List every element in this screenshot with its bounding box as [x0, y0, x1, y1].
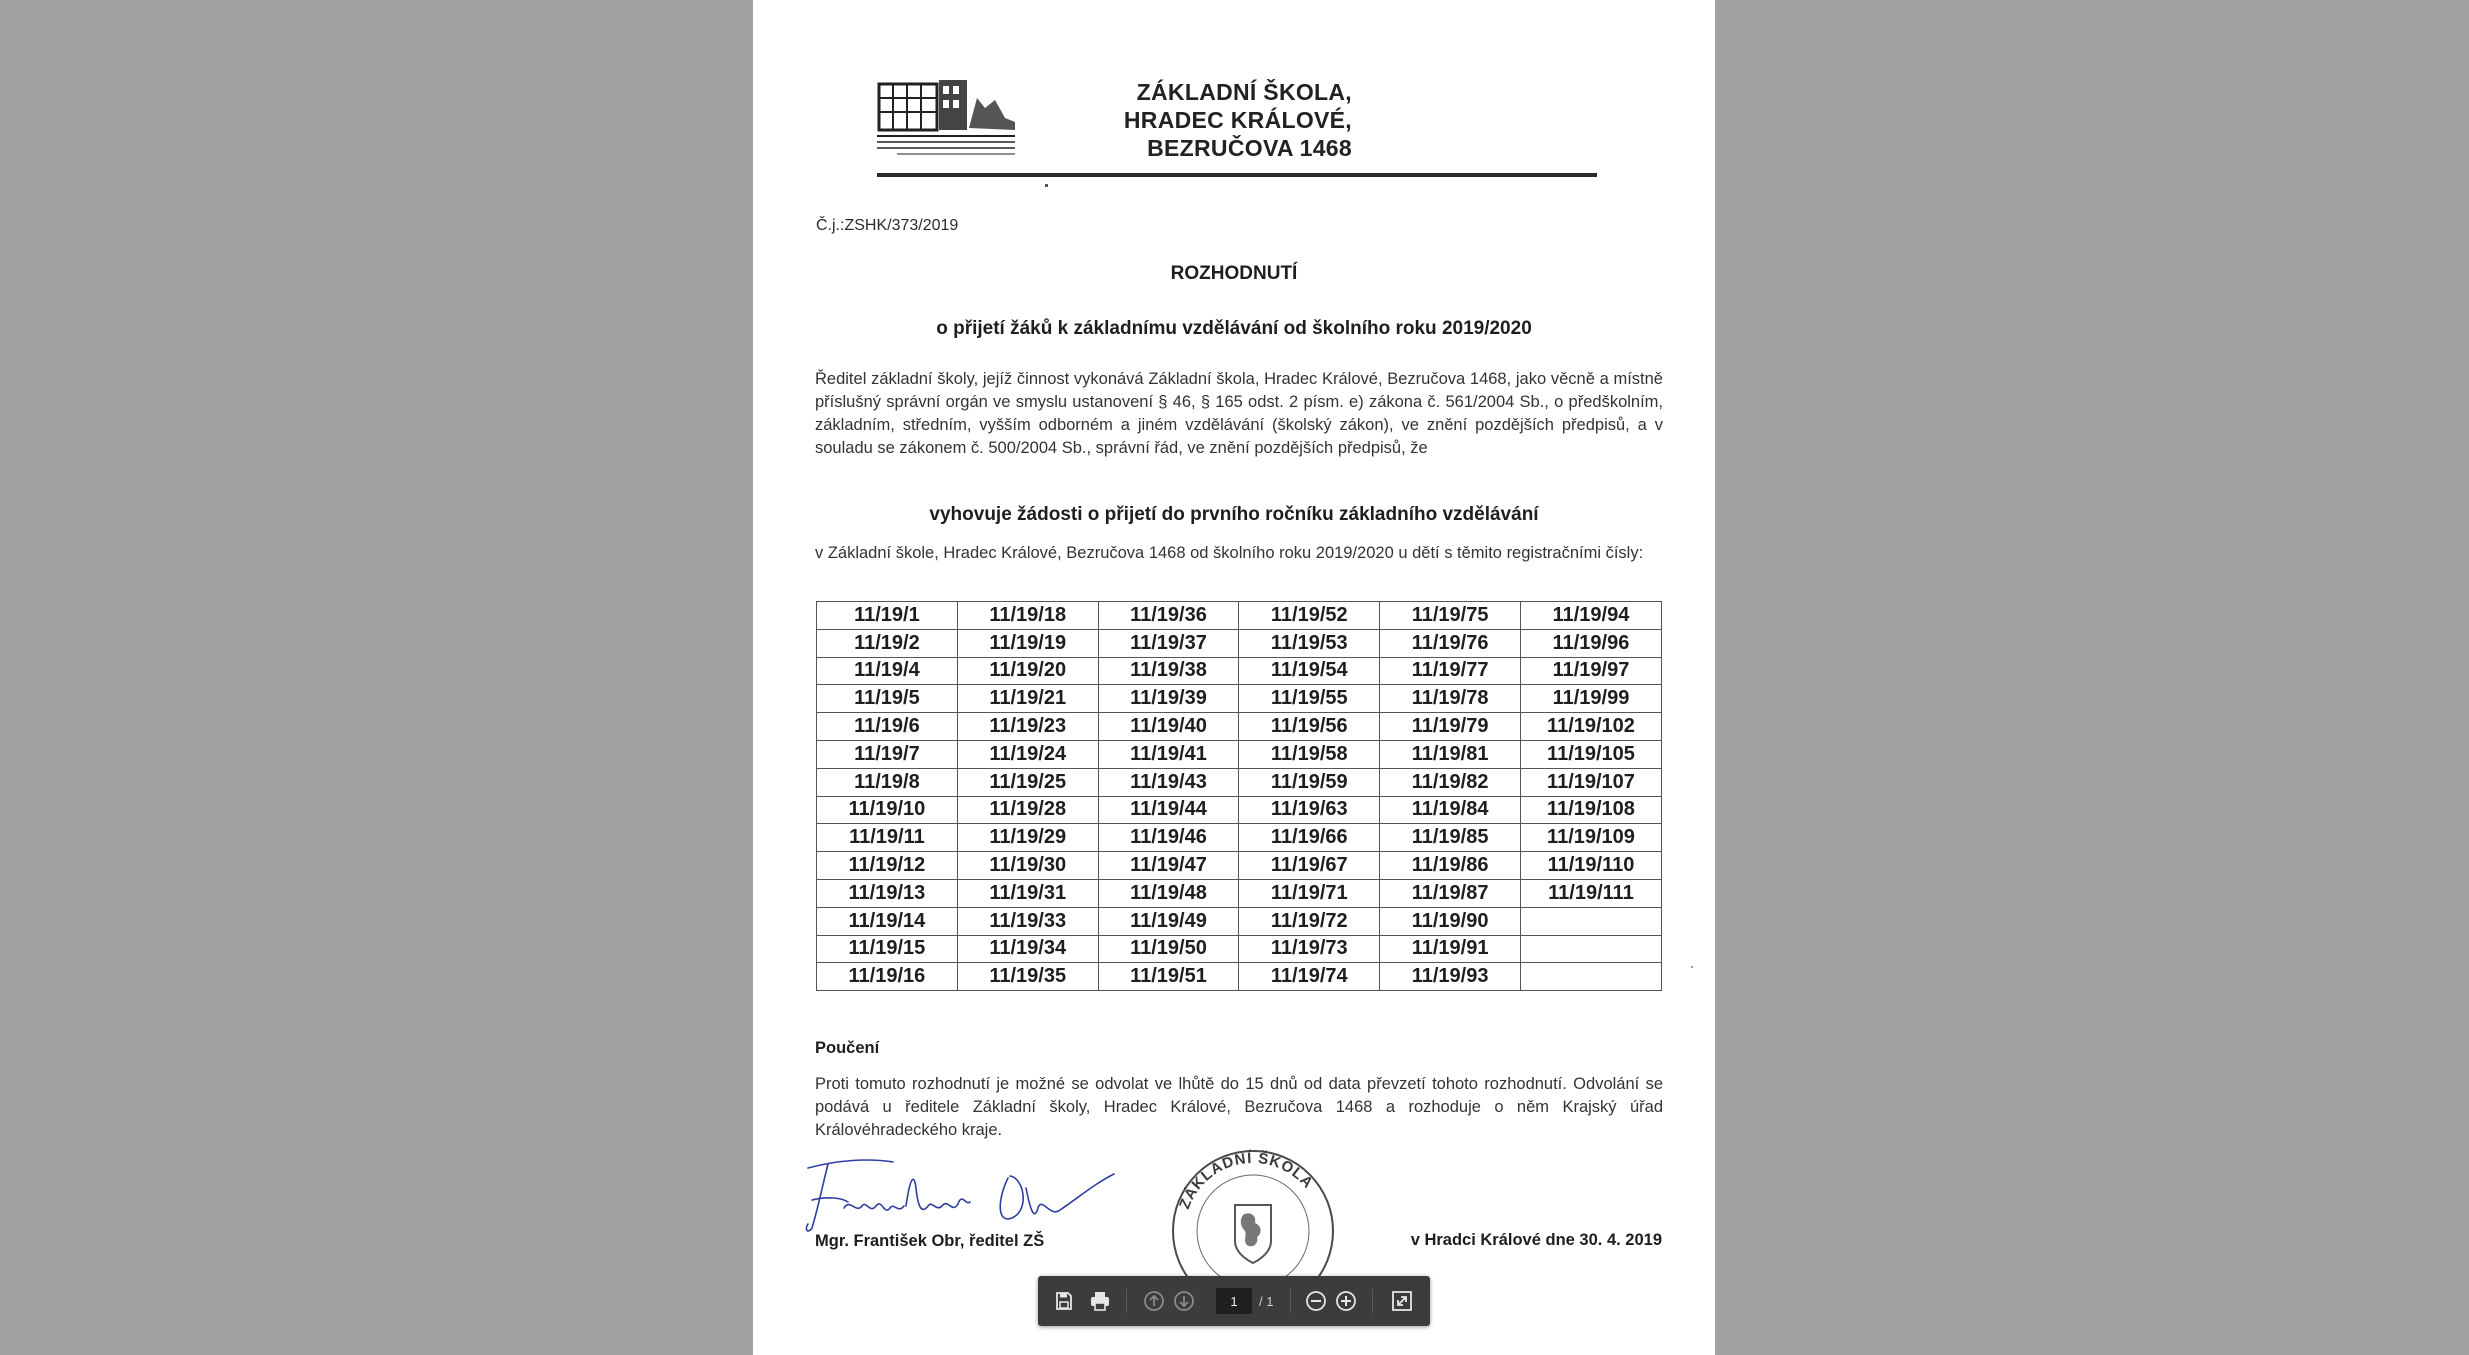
registration-cell: 11/19/49 — [1098, 907, 1239, 935]
registration-cell: 11/19/44 — [1098, 796, 1239, 824]
registration-cell: 11/19/4 — [817, 657, 958, 685]
registration-cell: 11/19/86 — [1380, 852, 1521, 880]
registration-cell: 11/19/82 — [1380, 768, 1521, 796]
registration-cell: 11/19/10 — [817, 796, 958, 824]
registration-cell: 11/19/23 — [957, 713, 1098, 741]
table-row — [817, 907, 1662, 935]
table-row — [817, 935, 1662, 963]
reference-number: Č.j.:ZSHK/373/2019 — [816, 217, 959, 234]
registration-cell: 11/19/81 — [1380, 740, 1521, 768]
registration-cell: 11/19/55 — [1239, 685, 1380, 713]
table-row — [817, 768, 1662, 796]
table-row — [817, 879, 1662, 907]
zoom-in-icon[interactable] — [1334, 1289, 1358, 1313]
registration-cell: 11/19/79 — [1380, 713, 1521, 741]
svg-text:ZÁKLADNÍ ŠKOLA: ZÁKLADNÍ ŠKOLA — [1176, 1149, 1317, 1212]
fit-page-icon[interactable] — [1390, 1289, 1414, 1313]
registration-cell — [1520, 935, 1661, 963]
table-row — [817, 629, 1662, 657]
registration-cell: 11/19/19 — [957, 629, 1098, 657]
registration-cell: 11/19/35 — [957, 963, 1098, 991]
registration-cell: 11/19/77 — [1380, 657, 1521, 685]
registration-cell: 11/19/105 — [1520, 740, 1661, 768]
registration-cell: 11/19/99 — [1520, 685, 1661, 713]
table-row — [817, 963, 1662, 991]
registration-cell: 11/19/40 — [1098, 713, 1239, 741]
registration-cell — [1520, 963, 1661, 991]
registration-cell: 11/19/87 — [1380, 879, 1521, 907]
document-subtitle: o přijetí žáků k základnímu vzdělávání od školního roku 2019/2020 — [936, 318, 1532, 339]
table-row — [817, 713, 1662, 741]
registration-cell: 11/19/93 — [1380, 963, 1521, 991]
table-row — [817, 685, 1662, 713]
registration-cell: 11/19/2 — [817, 629, 958, 657]
registration-cell: 11/19/97 — [1520, 657, 1661, 685]
registration-cell: 11/19/71 — [1239, 879, 1380, 907]
school-name-line: BEZRUČOVA 1468 — [1147, 135, 1352, 161]
letterhead — [877, 78, 1352, 168]
registration-cell: 11/19/36 — [1098, 602, 1239, 630]
instruction-paragraph: Proti tomuto rozhodnutí je možné se odvolat ve lhůtě do 15 dnů od data převzetí tohoto rozhodnutí. Odvolání se podává u ředitele Základní školy, Hradec Králové, Bezručova 1468 a rozhoduje o něm Krajský úřad Královéhradeckého kraje. — [815, 1075, 1663, 1139]
previous-page-icon[interactable] — [1142, 1289, 1166, 1313]
registration-cell: 11/19/31 — [957, 879, 1098, 907]
school-name-line: ZÁKLADNÍ ŠKOLA, — [1136, 79, 1352, 105]
registration-cell: 11/19/72 — [1239, 907, 1380, 935]
registration-cell: 11/19/74 — [1239, 963, 1380, 991]
registration-cell: 11/19/109 — [1520, 824, 1661, 852]
registration-cell: 11/19/15 — [817, 935, 958, 963]
handwritten-signature — [798, 1148, 1128, 1238]
page-number-input[interactable] — [1216, 1288, 1252, 1314]
registration-cell: 11/19/58 — [1239, 740, 1380, 768]
registration-cell: 11/19/12 — [817, 852, 958, 880]
letterhead-divider — [877, 173, 1597, 177]
registration-cell: 11/19/13 — [817, 879, 958, 907]
registration-cell: 11/19/30 — [957, 852, 1098, 880]
registration-cell: 11/19/7 — [817, 740, 958, 768]
registration-cell: 11/19/108 — [1520, 796, 1661, 824]
registration-cell: 11/19/107 — [1520, 768, 1661, 796]
table-row — [817, 824, 1662, 852]
registration-cell: 11/19/20 — [957, 657, 1098, 685]
registration-cell: 11/19/47 — [1098, 852, 1239, 880]
registration-table — [816, 601, 1662, 991]
registration-cell: 11/19/91 — [1380, 935, 1521, 963]
registration-cell: 11/19/1 — [817, 602, 958, 630]
registration-cell: 11/19/16 — [817, 963, 958, 991]
registration-cell: 11/19/76 — [1380, 629, 1521, 657]
registration-cell: 11/19/43 — [1098, 768, 1239, 796]
save-icon[interactable] — [1052, 1289, 1076, 1313]
document-title: ROZHODNUTÍ — [1170, 263, 1298, 284]
registration-cell: 11/19/46 — [1098, 824, 1239, 852]
school-name-line: HRADEC KRÁLOVÉ, — [1123, 107, 1352, 133]
registration-cell: 11/19/50 — [1098, 935, 1239, 963]
registration-cell: 11/19/110 — [1520, 852, 1661, 880]
instruction-title: Poučení — [815, 1039, 880, 1057]
registration-cell: 11/19/85 — [1380, 824, 1521, 852]
registration-cell: 11/19/51 — [1098, 963, 1239, 991]
registration-cell: 11/19/66 — [1239, 824, 1380, 852]
table-row — [817, 796, 1662, 824]
registration-cell: 11/19/18 — [957, 602, 1098, 630]
toolbar-separator — [1126, 1289, 1127, 1313]
table-row — [817, 602, 1662, 630]
place-and-date: v Hradci Králové dne 30. 4. 2019 — [1410, 1231, 1662, 1249]
document-page — [753, 0, 1715, 1355]
signer-name: Mgr. František Obr, ředitel ZŠ — [815, 1232, 1045, 1250]
registration-cell: 11/19/90 — [1380, 907, 1521, 935]
registration-cell: 11/19/67 — [1239, 852, 1380, 880]
toolbar-separator — [1372, 1289, 1373, 1313]
registration-cell — [1520, 907, 1661, 935]
registration-cell: 11/19/54 — [1239, 657, 1380, 685]
scan-speck — [1691, 966, 1693, 968]
registration-cell: 11/19/94 — [1520, 602, 1661, 630]
registration-cell: 11/19/48 — [1098, 879, 1239, 907]
registration-cell: 11/19/21 — [957, 685, 1098, 713]
zoom-out-icon[interactable] — [1304, 1289, 1328, 1313]
decision-paragraph: v Základní škole, Hradec Králové, Bezručova 1468 od školního roku 2019/2020 u dětí s těmito registračními čísly: — [815, 544, 1644, 562]
school-building-logo — [877, 78, 1017, 160]
registration-cell: 11/19/37 — [1098, 629, 1239, 657]
registration-cell: 11/19/63 — [1239, 796, 1380, 824]
registration-cell: 11/19/39 — [1098, 685, 1239, 713]
registration-cell: 11/19/14 — [817, 907, 958, 935]
registration-cell: 11/19/29 — [957, 824, 1098, 852]
registration-cell: 11/19/73 — [1239, 935, 1380, 963]
school-name — [1124, 78, 1352, 162]
registration-cell: 11/19/56 — [1239, 713, 1380, 741]
pdf-viewer-toolbar — [1038, 1276, 1430, 1326]
registration-cell: 11/19/28 — [957, 796, 1098, 824]
registration-cell: 11/19/78 — [1380, 685, 1521, 713]
registration-cell: 11/19/5 — [817, 685, 958, 713]
intro-paragraph: Ředitel základní školy, jejíž činnost vykonává Základní škola, Hradec Králové, Bezručova 1468, jako věcně a místně příslušný správní orgán ve smyslu ustanovení § 46, § 165 odst. 2 písm. e) zákona č. 561/2004 Sb., o předškolním, základním, středním, vyšším odborném a jiném vzdělávání (školský zákon), ve znění pozdějších předpisů, a v souladu se zákonem č. 500/2004 Sb., správní řád, ve znění pozdějších předpisů, že — [815, 370, 1663, 457]
registration-cell: 11/19/11 — [817, 824, 958, 852]
registration-cell: 11/19/111 — [1520, 879, 1661, 907]
registration-cell: 11/19/41 — [1098, 740, 1239, 768]
registration-cell: 11/19/102 — [1520, 713, 1661, 741]
registration-cell: 11/19/38 — [1098, 657, 1239, 685]
school-stamp — [1163, 1145, 1343, 1295]
table-row — [817, 740, 1662, 768]
registration-cell: 11/19/84 — [1380, 796, 1521, 824]
page-total: / 1 — [1259, 1294, 1274, 1309]
registration-cell: 11/19/33 — [957, 907, 1098, 935]
registration-cell: 11/19/34 — [957, 935, 1098, 963]
registration-cell: 11/19/25 — [957, 768, 1098, 796]
table-row — [817, 657, 1662, 685]
registration-cell: 11/19/52 — [1239, 602, 1380, 630]
registration-cell: 11/19/8 — [817, 768, 958, 796]
registration-cell: 11/19/6 — [817, 713, 958, 741]
decision-heading: vyhovuje žádosti o přijetí do prvního ročníku základního vzdělávání — [929, 504, 1539, 525]
registration-cell: 11/19/24 — [957, 740, 1098, 768]
toolbar-separator — [1290, 1289, 1291, 1313]
registration-cell: 11/19/59 — [1239, 768, 1380, 796]
registration-cell: 11/19/75 — [1380, 602, 1521, 630]
scan-speck — [1045, 184, 1048, 187]
print-icon[interactable] — [1088, 1289, 1112, 1313]
registration-cell: 11/19/53 — [1239, 629, 1380, 657]
next-page-icon[interactable] — [1172, 1289, 1196, 1313]
table-row — [817, 852, 1662, 880]
registration-cell: 11/19/96 — [1520, 629, 1661, 657]
